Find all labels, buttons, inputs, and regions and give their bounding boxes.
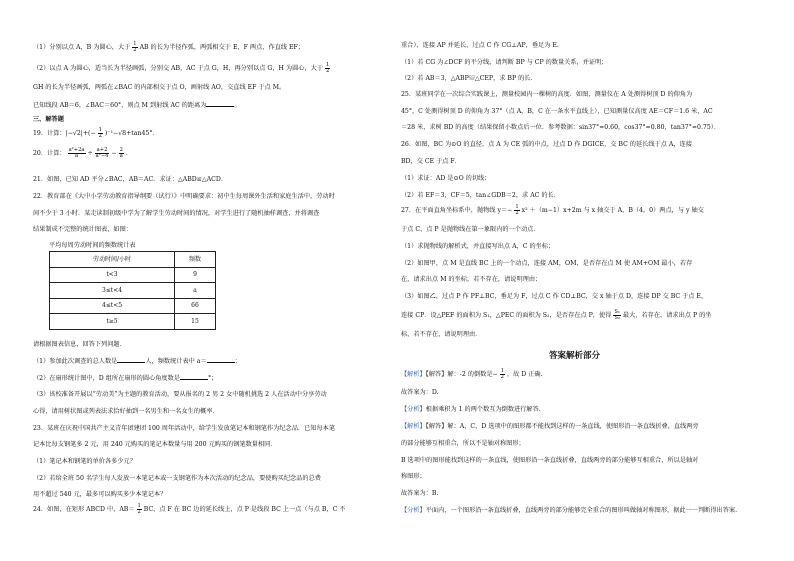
table-cell: 9 — [175, 267, 216, 283]
answer-1-result: 故答案为：D. — [401, 389, 439, 396]
question-19: 19．计算：|−√2|+(− $\frac{1}{2}$ )⁻¹−√8+tan45°． — [33, 127, 159, 140]
question-22-part3: （3）该校准备开展以“劳动美”为主题的教育活动，要从报名的 2 男 2 女中随机挑选 2 人在活动中分享劳动 — [33, 391, 327, 398]
answer-2-line4: 称图形； — [401, 473, 426, 480]
question-26-line2: BD，交 CE 于点 F． — [401, 158, 461, 165]
table-cell: 3≤t<4 — [50, 283, 175, 299]
question-25-line1: 25．某班同学在一次综合实践课上，测量校园内一棵树的高度．如图，测量仪在 A 处测得树顶 D 的仰角为 — [401, 91, 693, 98]
question-23-part2-cont: 用不超过 540 元，最多可以购买多少本笔记本？ — [33, 491, 167, 498]
answer-2-line1: 【解析】【解答】解：A，C，D 选项中的图形都不能找到这样的一条直线，使图形沿一条直线折叠，直线两旁 — [401, 423, 699, 430]
question-23-part2: （2）若给全班 50 名学生每人发放一本笔记本或一支钢笔作为本次活动的纪念品，要使购买纪念品的总费 — [33, 475, 321, 482]
table-header: 劳动时间/小时 — [50, 252, 175, 268]
question-24-cont: 重合），连接 AP 并延长，过点 C 作 CG⊥AP，垂足为 E． — [401, 42, 564, 49]
answer-blank[interactable] — [207, 357, 235, 363]
question-27-part3: （3）如图乙，过点 P 作 PF⊥BC，垂足为 F，过点 C 作 CD⊥BC，交 x 轴于点 D，连接 DP 交 BC 于点 E， — [401, 293, 708, 300]
question-21: 21．如图，已知 AD 平分∠BAC，AB＝AC．求证：△ABD≌△ACD． — [33, 176, 228, 183]
question-23-part1: （1）笔记本和钢笔的单价各多少元？ — [33, 458, 136, 465]
fraction: $\frac{1}{2}$ — [500, 368, 504, 381]
question-23-line2: 记本比每支钢笔多 2 元，用 240 元购买的笔记本数量与用 200 元购买的钢笔数量相同． — [33, 441, 277, 448]
answer-2-result: 故答案为：B. — [401, 490, 439, 497]
question-24: 24．如图，在矩形 ABCD 中，AB＝ $\frac{1}{2}$ BC，点 F 在 BC 边的延长线上，点 P 是线段 BC 上一点（与点 B，C 不 — [33, 503, 346, 516]
answer-2-line2: 的部分能够互相重合，所以不是轴对称图形； — [401, 440, 525, 447]
question-22-line1: 22．教育部在《大中小学劳动教育指导纲要（试行）》中明确要求：初中生每周课外生活和家庭生活中，劳动时 — [33, 193, 335, 200]
answer-1: 【解析】【解答】解：-2 的倒数是− $\frac{1}{2}$ ，故 D 正确. — [401, 368, 543, 381]
table-title: 平均每周劳动时间的频数统计表 — [49, 242, 136, 249]
answer-section-title: 答案解析部分 — [549, 351, 601, 361]
question-22-line4: 请根据图表信息，回答下列问题． — [33, 341, 126, 348]
table-row — [50, 283, 216, 299]
answer-2-analysis: 【分析】平面内，一个图形沿一条直线折叠，直线两旁的部分能够完全重合的图形叫做轴对称图形，据此一一判断得出答案. — [401, 507, 738, 514]
question-26-line1: 26．如图，BC 为⊙O 的直径，点 A 为 CE 弧的中点，过点 D 作 DGICE，交 BC 的延长线于点 A，连接 — [401, 141, 692, 148]
answer-2-line3: B 选项中的图形能找到这样的一条直线，使图形沿一条直线折叠，直线两旁的部分能够互相重合，所以是轴对 — [401, 457, 699, 464]
table-row — [50, 314, 216, 330]
frequency-table — [49, 251, 216, 330]
question-25-line2: 45°，C 处测得树顶 D 的仰角为 37°（点 A，B，C 在一条水平直线上），已知测量仪高度 AE＝CF＝1.6 米，AC — [401, 108, 713, 115]
question-26-part2: （2）若 EF＝3，CF＝5，tan∠GDB＝2，求 AC 的长． — [401, 192, 560, 199]
q18-step2: （2）以点 A 为圆心，适当长为半径画弧，分别交 AB，AC 于点 G，H，再分别以点 G，H 为圆心，大于 $\frac{1}{2}$ — [33, 62, 330, 75]
analysis-tag: 【分析】 — [401, 406, 426, 413]
question-27-line1: 27．在平面直角坐标系中，抛物线 y＝− $\frac{1}{2}$ x² ＋（m−1）x+2m 与 x 轴交于 A，B（4，0）两点，与 y 轴交 — [401, 204, 704, 217]
table-row — [50, 298, 216, 314]
table-cell: 4≤t<5 — [50, 298, 175, 314]
table-cell: a — [175, 283, 216, 299]
question-26-part1: （1）求证：AD 是⊙O 的切线； — [401, 175, 491, 182]
question-22-part2: （2）在扇形统计图中，D 组所在扇形的圆心角度数是 °； — [33, 375, 218, 382]
question-20: 20．计算： $\frac{\text{a²+2a}}{a}$ ÷ $\frac{a+2}{\text{a²−4}}$ − $\frac{2}{a}$ ． — [33, 147, 133, 160]
section-heading: 三、解答题 — [33, 116, 64, 123]
fraction: $\frac{1}{2}$ — [133, 41, 137, 54]
question-27-part3-cont: 连接 CP．设△PEF 的面积为 S₁，△PEC 的面积为 S₂，是否存在点 P，使得 $\frac{\text{S₁}}{\text{S₂}}$ 最大，若存在，请求出点 P 的坐 — [401, 309, 712, 322]
answer-blank[interactable] — [180, 374, 208, 380]
question-23-line1: 23．某班在庆祝中国共产主义青年团建团 100 周年活动中，给学生发放笔记本和钢笔作为纪念品．已知每本笔 — [33, 425, 336, 432]
fraction: $\frac{\text{a²+2a}}{a}$ — [68, 147, 85, 160]
table-cell: t<3 — [50, 267, 175, 283]
table-header-row — [50, 252, 216, 268]
question-24-part1: （1）若 CG 为∠DCF 的平分线，请判断 BP 与 CP 的数量关系，并证明； — [401, 59, 608, 66]
table-row — [50, 267, 216, 283]
fraction: $\frac{1}{2}$ — [137, 503, 141, 516]
question-27-line2: 于点 C，点 P 是抛物线在第一象限内的一个动点． — [401, 226, 540, 233]
answer-1-analysis: 【分析】根据乘积为 1 的两个数互为倒数进行解答. — [401, 406, 541, 413]
table-cell: 15 — [175, 314, 216, 330]
question-27-part3-end: 标，若不存在，请说明理由． — [401, 331, 482, 338]
q18-question: 已知线段 AB＝6，∠BAC＝60°，则点 M 到射线 AC 的距离为 。 — [33, 102, 241, 109]
question-24-part2: （2）若 AB＝3，△ABP≌△CEP，求 BP 的长． — [401, 75, 537, 82]
answer-blank[interactable] — [206, 101, 234, 107]
question-22-part1: （1）参加此次调查的总人数是 人，频数统计表中 a＝ ； — [33, 358, 241, 365]
fraction: $\frac{1}{2}$ — [98, 127, 102, 140]
question-27-part2-cont: 在，请求出点 M 的坐标，若不存在，请说明理由； — [401, 276, 542, 283]
fraction: $\frac{2}{a}$ — [119, 147, 123, 160]
question-27-part2: （2）如图甲，点 M 是直线 BC 上的一个动点，连接 AM，OM，是否存在点 M 使 AM+OM 最小，若存 — [401, 260, 693, 267]
fraction: $\frac{\text{S₁}}{\text{S₂}}$ — [614, 309, 620, 322]
question-27-part1: （1）求抛物线的解析式，并直接写出点 A，C 的坐标； — [401, 243, 555, 250]
table-cell: 66 — [175, 298, 216, 314]
question-22-part3-cont: 心得，请用树状图或列表法求恰好抽到一名男生和一名女生的概率． — [33, 408, 219, 415]
analysis-tag: 【解析】 — [401, 371, 426, 379]
fraction: $\frac{a+2}{\text{a²−4}}$ — [95, 147, 109, 160]
fraction: $\frac{1}{2}$ — [325, 62, 330, 75]
question-22-line2: 间不少于 3 小时．某走读制初级中学为了解学生劳动时间的情况，对学生进行了随机抽样调查，并将调查 — [33, 210, 320, 217]
analysis-tag: 【解析】 — [401, 423, 426, 430]
q18-step2-cont: GH 的长为半径画弧，两弧在∠BAC 的内部相交于点 O，画射线 AO，交直线 EF 于点 M。 — [33, 84, 286, 91]
question-25-line3: ＝28 米，求树 BD 的高度（结果保留小数点后一位．参考数据：sin37°≈0.60，cos37°≈0.80，tan37°≈0.75）． — [401, 124, 721, 131]
table-cell: t≥5 — [50, 314, 175, 330]
fraction: $\frac{1}{2}$ — [515, 204, 519, 217]
q18-step1: （1）分别以点 A，B 为圆心，大于 $\frac{1}{2}$ AB 的长为半径作弧，两弧相交于 E，F 两点，作直线 EF； — [33, 41, 305, 54]
question-22-line3: 结果制成不完整的统计图表，如图： — [33, 226, 132, 233]
table-header: 频数 — [175, 252, 216, 268]
answer-blank[interactable] — [117, 357, 145, 363]
analysis-tag: 【分析】 — [401, 507, 426, 514]
